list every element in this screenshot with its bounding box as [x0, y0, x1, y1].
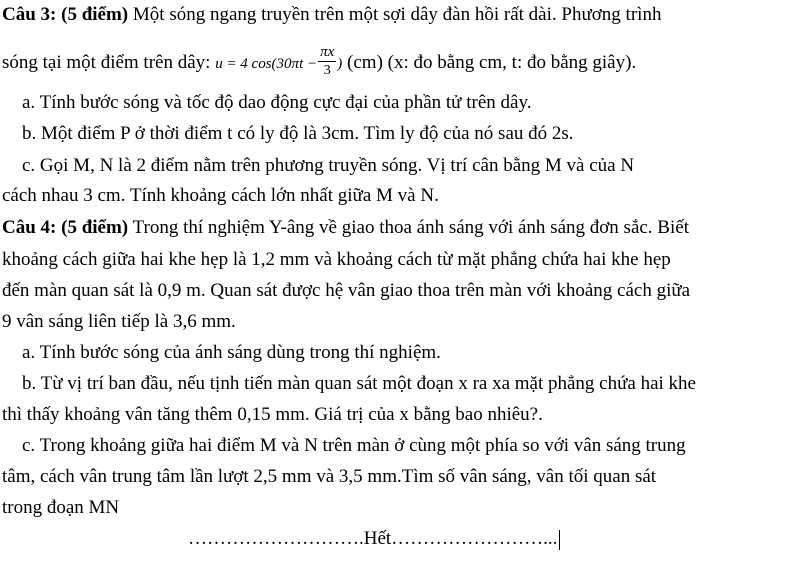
q4-part-c-line1: c. Trong khoảng giữa hai điểm M và N trên màn ở cùng một phía so với vân sáng trung [22, 435, 686, 456]
q3-equation-right: ) [337, 55, 343, 72]
q4-line2: khoảng cách giữa hai khe hẹp là 1,2 mm và khoảng cách từ mặt phẳng chứa hai khe hẹp [2, 249, 671, 270]
q3-equation-left: u = 4 cos(30πt − [215, 55, 318, 72]
q4-points: (5 điểm) [61, 217, 129, 238]
end-text: ……………………….Hết……………………... [188, 528, 558, 549]
q3-label: Câu 3: [2, 4, 57, 25]
q3-points: (5 điểm) [61, 4, 129, 25]
q3-line2-start: sóng tại một điểm trên dây: [2, 51, 211, 73]
q4-part-a: a. Tính bước sóng của ánh sáng dùng trong thí nghiệm. [22, 342, 441, 363]
q3-part-b: b. Một điểm P ở thời điểm t có ly độ là 3cm. Tìm ly độ của nó sau đó 2s. [22, 123, 574, 144]
q3-part-a: a. Tính bước sóng và tốc độ dao động cực đại của phần tử trên dây. [22, 92, 532, 113]
q4-part-b-line2: thì thấy khoảng vân tăng thêm 0,15 mm. Giá trị của x bằng bao nhiêu?. [2, 404, 543, 425]
q4-intro: Trong thí nghiệm Y-âng về giao thoa ánh sáng với ánh sáng đơn sắc. Biết [132, 217, 689, 238]
end-of-exam-line [188, 528, 560, 550]
q3-line2-end: (cm) (x: đo bằng cm, t: đo bằng giây). [342, 51, 637, 73]
q3-heading-line [2, 4, 661, 26]
q4-heading-line [2, 217, 689, 239]
q4-part-c-line2: tâm, cách vân trung tâm lần lượt 2,5 mm và 3,5 mm.Tìm số vân sáng, vân tối quan sát [2, 466, 657, 487]
q4-label: Câu 4: [2, 217, 57, 238]
q4-part-c-line3: trong đoạn MN [2, 497, 120, 518]
q3-intro: Một sóng ngang truyền trên một sợi dây đàn hồi rất dài. Phương trình [132, 4, 662, 25]
q3-part-c-line1: c. Gọi M, N là 2 điểm nằm trên phương truyền sóng. Vị trí cân bằng M và của N [22, 155, 635, 176]
q4-part-b-line1: b. Từ vị trí ban đầu, nếu tịnh tiến màn quan sát một đoạn x ra xa mặt phẳng chứa hai khe [22, 373, 696, 394]
q3-part-c-line2: cách nhau 3 cm. Tính khoảng cách lớn nhất giữa M và N. [2, 185, 439, 206]
q3-equation-denominator: 3 [323, 63, 331, 78]
q3-equation-numerator: πx [320, 44, 335, 60]
q3-equation-fraction [318, 44, 336, 79]
q3-equation-line [2, 46, 636, 81]
text-cursor [559, 530, 560, 550]
q4-line4: 9 vân sáng liên tiếp là 3,6 mm. [2, 311, 236, 332]
q4-line3: đến màn quan sát là 0,9 m. Quan sát được hệ vân giao thoa trên màn với khoảng cách giữa [2, 280, 691, 301]
